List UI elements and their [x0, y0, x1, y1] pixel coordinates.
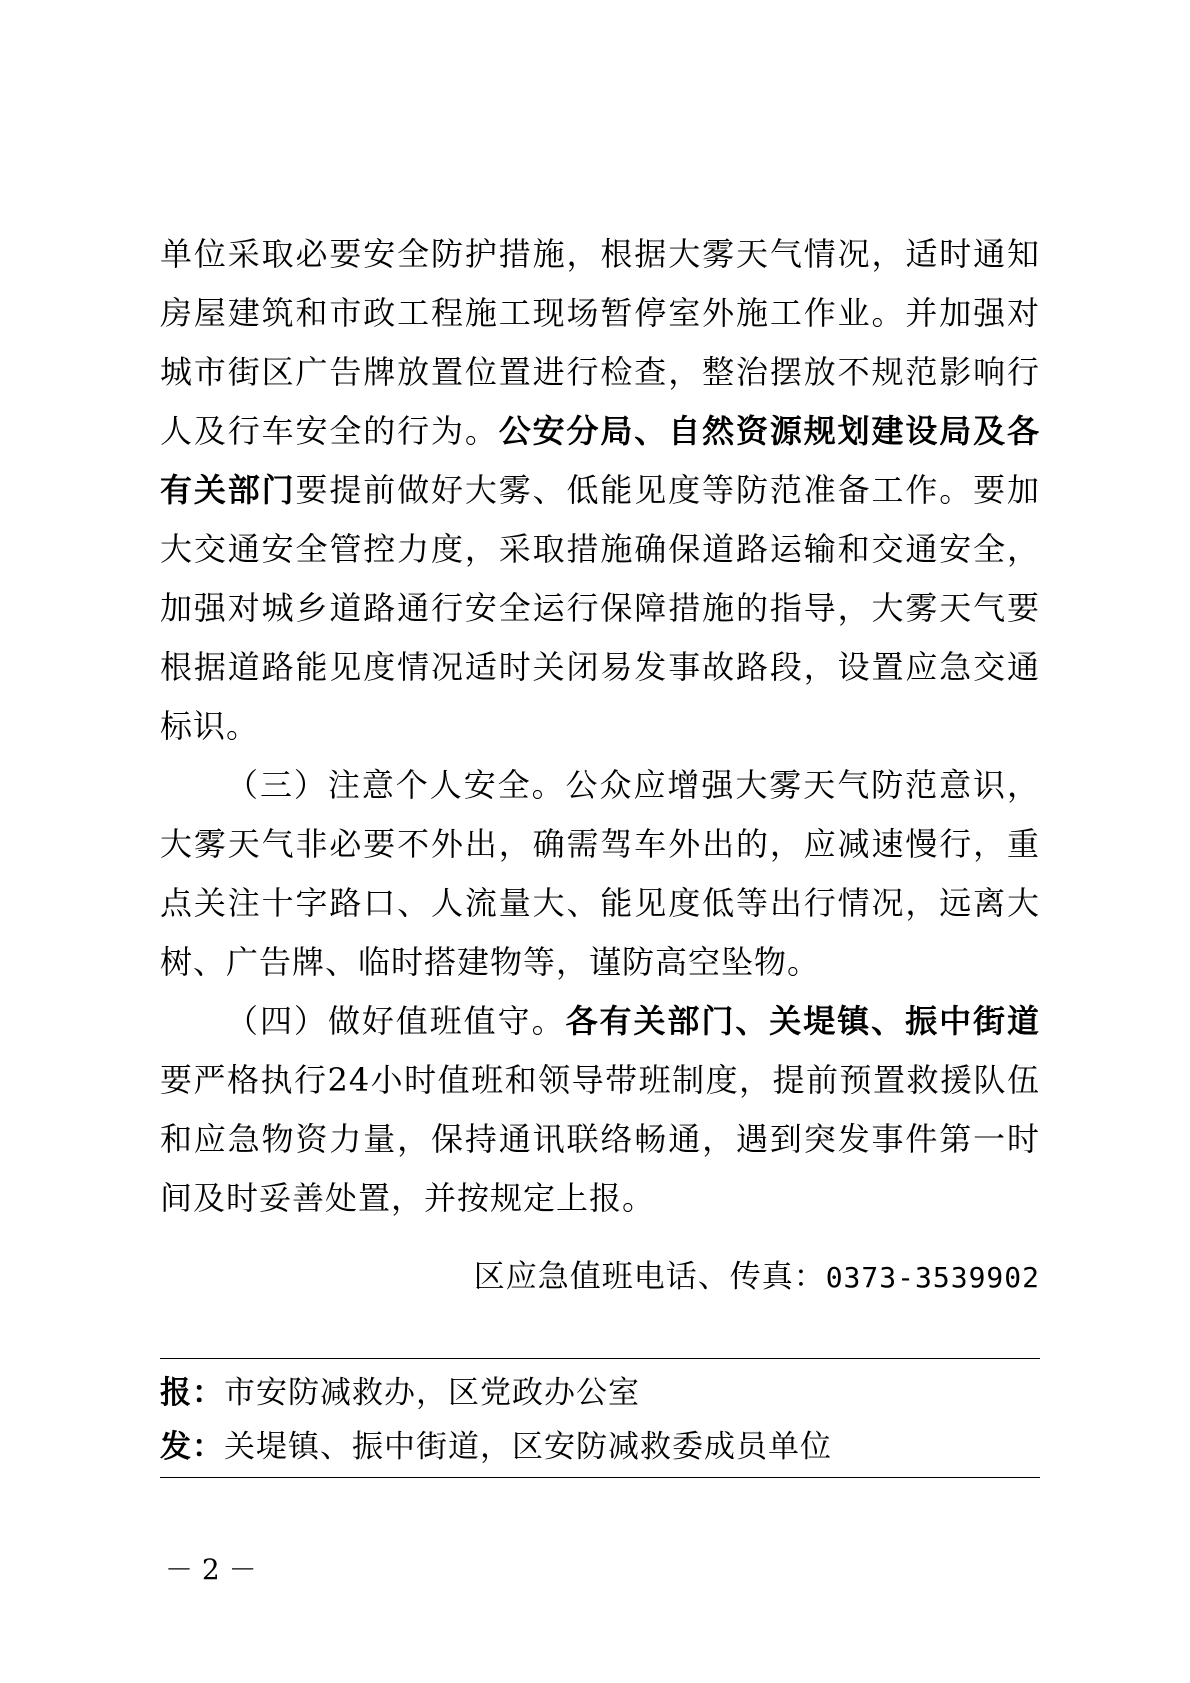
report-label: 报： — [160, 1375, 224, 1411]
paragraph-text: 要严格执行24小时值班和领导带班制度，提前预置救援队伍和应急物资力量，保持通讯联络畅通，遇到突发事件第一时间及时妥善处置，并按规定上报。 — [160, 1061, 1040, 1217]
responsible-departments: 公安分局、自然资源规划建设局及各有关部门 — [160, 412, 1040, 509]
contact-number: 0373-3539902 — [825, 1261, 1040, 1294]
paragraph-heading: （四）做好值班值守。 — [226, 1002, 566, 1040]
paragraph-text: 要提前做好大雾、低能见度等防范准备工作。要加大交通安全管控力度，采取措施确保道路运输和交通安全，加强对城乡道路通行安全运行保障措施的指导，大雾天气要根据道路能见度情况适时关闭易发事故路段，设置应急交通标识。 — [160, 471, 1040, 745]
report-recipients: 市安防减救办，区党政办公室 — [224, 1375, 640, 1411]
contact-label: 区应急值班电话、传真： — [473, 1259, 826, 1295]
document-body — [160, 225, 1040, 1228]
report-line — [160, 1371, 640, 1415]
paragraph-text: （三）注意个人安全。公众应增强大雾天气防范意识，大雾天气非必要不外出，确需驾车外出的，应减速慢行，重点关注十字路口、人流量大、能见度低等出行情况，远离大树、广告牌、临时搭建物等，谨防高空坠物。 — [160, 766, 1040, 981]
divider-top — [160, 1358, 1040, 1359]
paragraph-duty-watch — [160, 992, 1040, 1228]
send-line — [160, 1425, 832, 1469]
divider-bottom — [160, 1477, 1040, 1478]
emergency-contact — [474, 1255, 1040, 1300]
send-label: 发： — [160, 1429, 224, 1465]
paragraph-safety-measures — [160, 225, 1040, 756]
paragraph-text: 单位采取必要安全防护措施，根据大雾天气情况，适时通知房屋建筑和市政工程施工现场暂停室外施工作业。并加强对城市街区广告牌放置位置进行检查，整治摆放不规范影响行人及行车安全的行为。 — [160, 235, 1040, 450]
paragraph-personal-safety — [160, 756, 1040, 992]
page-number: － 2 － — [165, 1553, 257, 1586]
send-recipients: 关堤镇、振中街道，区安防减救委成员单位 — [224, 1429, 832, 1465]
responsible-units: 各有关部门、关堤镇、振中街道 — [565, 1002, 1040, 1040]
